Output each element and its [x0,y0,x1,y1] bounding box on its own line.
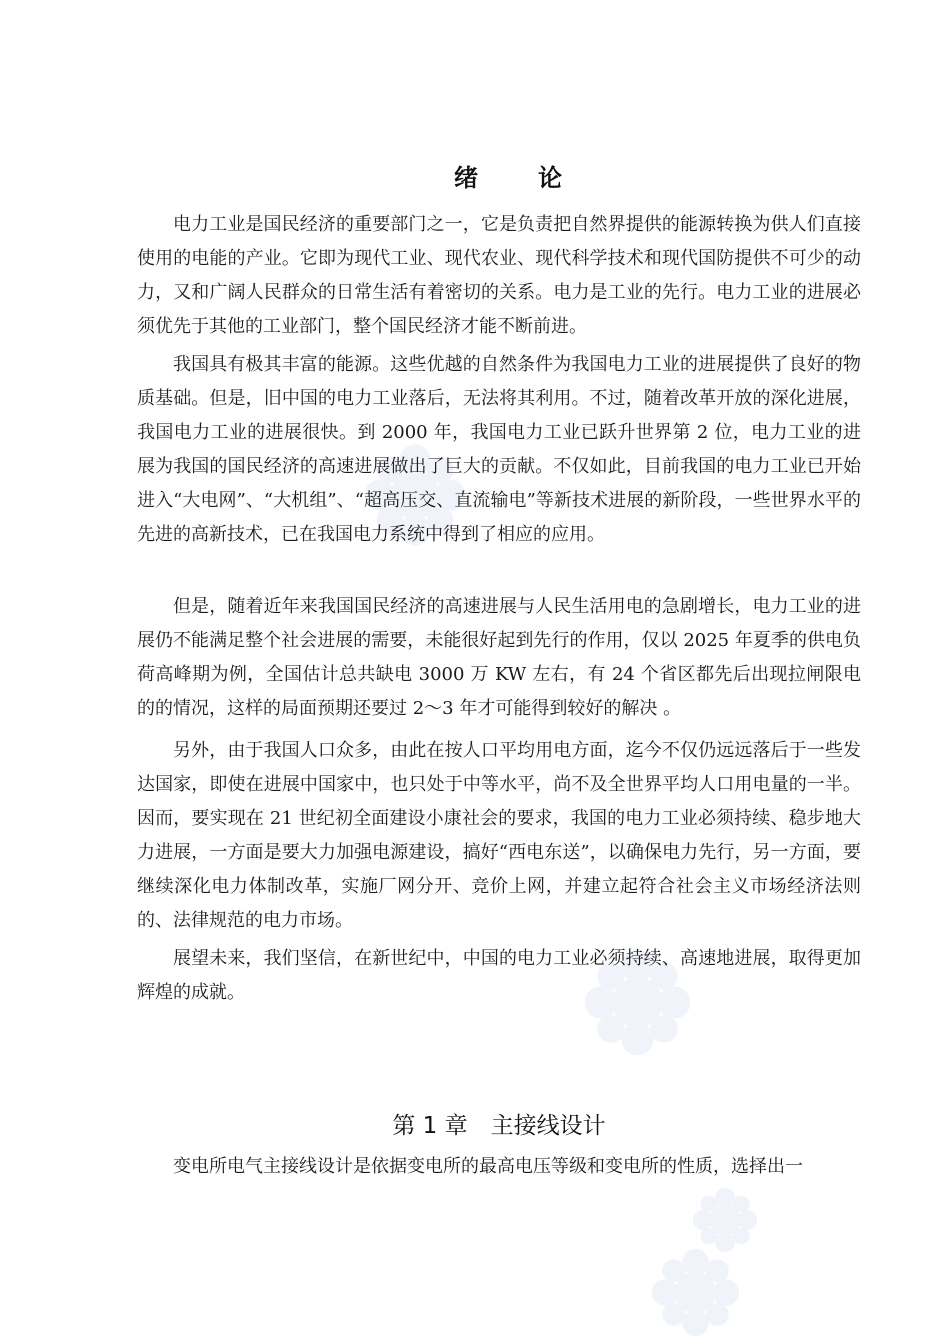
watermark-snowflake-icon [648,1245,743,1340]
chapter1-paragraph-1: 变电所电气主接线设计是依据变电所的最高电压等级和变电所的性质，选择出一 [173,1156,803,1177]
intro-paragraph-2: 我国具有极其丰富的能源。这些优越的自然条件为我国电力工业的进展提供了良好的物质基础。但是，旧中国的电力工业落后，无法将其利用。不过，随着改革开放的深化进展，我国电力工业的进展很快。到 2000 年，我国电力工业已跃升世界第 2 位，电力工业的进展为我国的国民经济的高速进展做出了巨大的贡献。不仅如此，目前我国的电力工业已开始进入“大电网”、“大机组”、“超高压交、直流输电”等新技术进展的新阶段，一些世界水平的先进的高新技术，已在我国电力系统中得到了相应的应用。 [137,354,861,545]
intro-paragraph-3: 但是，随着近年来我国国民经济的高速进展与人民生活用电的急剧增长，电力工业的进展仍不能满足整个社会进展的需要，未能很好起到先行的作用，仅以 2025 年夏季的供电负荷高峰期为例，全国估计总共缺电 3000 万 KW 左右，有 24 个省区都先后出现拉闸限电的的情况，这样的局面预期还要过 2～3 年才可能得到较好的解决 。 [137,596,861,719]
intro-paragraph-1: 电力工业是国民经济的重要部门之一，它是负责把自然界提供的能源转换为供人们直接使用的电能的产业。它即为现代工业、现代农业、现代科学技术和现代国防提供不可少的动力，又和广阔人民群众的日常生活有着密切的关系。电力是工业的先行。电力工业的进展必须优先于其他的工业部门，整个国民经济才能不断前进。 [137,214,861,337]
intro-paragraph-4: 另外，由于我国人口众多，由此在按人口平均用电方面，迄今不仅仍远远落后于一些发达国家，即使在进展中国家中，也只处于中等水平，尚不及全世界平均人口用电量的一半。因而，要实现在 21 世纪初全面建设小康社会的要求，我国的电力工业必须持续、稳步地大力进展，一方面是要大力加强电源建设，搞好“西电东送”，以确保电力先行，另一方面，要继续深化电力体制改革，实施厂网分开、竞价上网，并建立起符合社会主义市场经济法则的、法律规范的电力市场。 [137,740,861,931]
intro-paragraph-5: 展望未来，我们坚信，在新世纪中，中国的电力工业必须持续、高速地进展，取得更加辉煌的成就。 [137,948,861,1003]
chapter1-title: 第 1 章 主接线设计 [392,1113,606,1139]
intro-title: 绪 论 [454,164,580,192]
